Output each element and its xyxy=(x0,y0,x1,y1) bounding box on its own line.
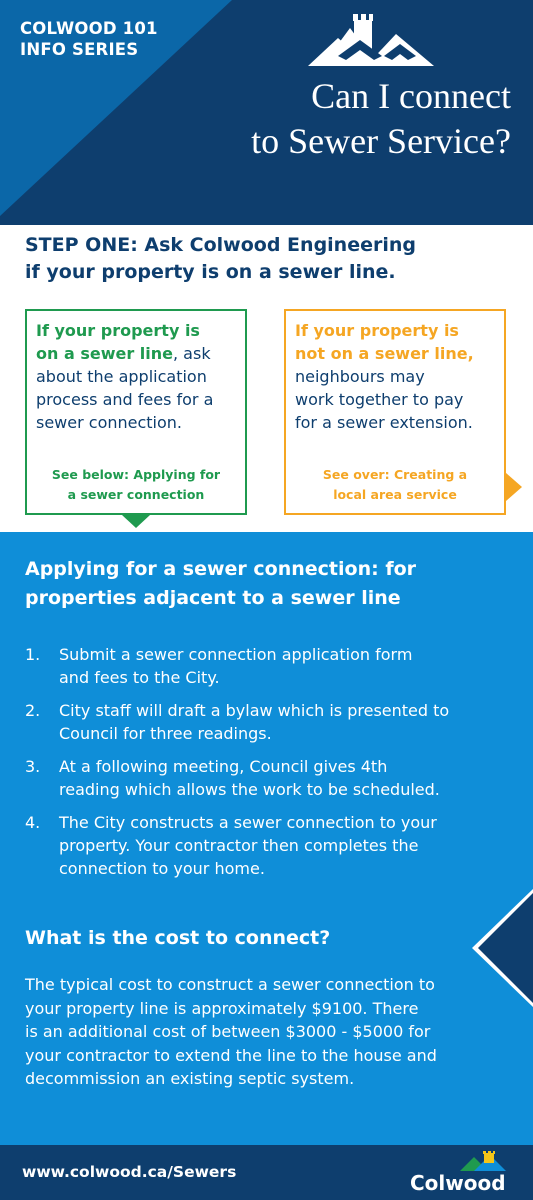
colwood-logo-icon xyxy=(410,1151,522,1197)
cost-line: your contractor to extend the line to the house and xyxy=(25,1045,437,1065)
off-highlight-1: If your property is xyxy=(295,321,459,340)
applying-heading-line-1: Applying for a sewer connection: for xyxy=(25,558,417,580)
step-one-line-1: STEP ONE: Ask Colwood Engineering xyxy=(25,234,416,256)
on-sewer-line-box xyxy=(25,309,247,515)
on-highlight-2: on a sewer line xyxy=(36,344,173,363)
footer-bar xyxy=(0,1145,533,1200)
cost-line: decommission an existing septic system. xyxy=(25,1069,355,1088)
cost-line: The typical cost to construct a sewer connection to xyxy=(25,975,435,994)
step-number: 2. xyxy=(25,701,41,720)
on-rest-0: , ask xyxy=(173,344,211,363)
applying-heading-line-2: properties adjacent to a sewer line xyxy=(25,587,401,609)
right-arrow-icon xyxy=(506,473,522,501)
see-over-link[interactable] xyxy=(286,465,504,505)
website-link[interactable]: www.colwood.ca/Sewers xyxy=(22,1163,237,1181)
applying-heading xyxy=(25,555,416,613)
logo-wordmark: Colwood xyxy=(410,1171,506,1195)
step-one-line-2: if your property is on a sewer line. xyxy=(25,261,396,283)
series-line-2: INFO SERIES xyxy=(20,40,139,59)
list-item xyxy=(25,699,520,745)
step-text: The City constructs a sewer connection to your xyxy=(59,813,437,832)
step-number: 3. xyxy=(25,757,41,776)
on-rest-1: about the application xyxy=(36,367,207,386)
step-text: At a following meeting, Council gives 4th xyxy=(59,757,388,776)
off-highlight-2: not on a sewer line, xyxy=(295,344,474,363)
page-title xyxy=(181,74,511,164)
see-below-line-1: See below: Applying for xyxy=(51,467,221,482)
step-text: reading which allows the work to be scheduled. xyxy=(59,780,440,799)
applying-section xyxy=(0,532,533,1145)
step-text: Submit a sewer connection application form xyxy=(59,645,413,664)
not-on-sewer-line-box xyxy=(284,309,506,515)
list-item xyxy=(25,811,520,880)
colwood-logo-mark xyxy=(410,1151,522,1173)
list-item xyxy=(25,643,520,689)
list-item xyxy=(25,755,520,801)
series-line-1: COLWOOD 101 xyxy=(20,19,158,38)
title-line-1: Can I connect xyxy=(311,76,511,116)
see-over-line-2: local area service xyxy=(333,487,457,502)
off-rest-1: work together to pay xyxy=(295,390,464,409)
see-below-line-2: a sewer connection xyxy=(67,487,205,502)
step-text: City staff will draft a bylaw which is presented to xyxy=(59,701,450,720)
on-rest-3: sewer connection. xyxy=(36,413,183,432)
step-number: 1. xyxy=(25,645,41,664)
step-one-heading xyxy=(25,232,416,286)
cost-paragraph xyxy=(25,973,437,1091)
application-steps-list xyxy=(25,643,520,890)
step-text: Council for three readings. xyxy=(59,724,272,743)
cost-heading: What is the cost to connect? xyxy=(25,927,331,949)
step-text: connection to your home. xyxy=(59,859,265,878)
header-banner xyxy=(0,0,533,225)
castle-mountain-logo-icon xyxy=(308,10,438,70)
step-number: 4. xyxy=(25,813,41,832)
off-rest-2: for a sewer extension. xyxy=(295,413,473,432)
on-sewer-line-text xyxy=(36,319,244,434)
see-over-line-1: See over: Creating a xyxy=(322,467,468,482)
not-on-sewer-line-text xyxy=(295,319,503,434)
step-text: property. Your contractor then completes the xyxy=(59,836,419,855)
down-arrow-icon xyxy=(122,515,150,528)
on-highlight-1: If your property is xyxy=(36,321,200,340)
cost-line: is an additional cost of between $3000 - $5000 for xyxy=(25,1022,431,1041)
series-label xyxy=(20,18,158,60)
step-text: and fees to the City. xyxy=(59,668,220,687)
see-below-link[interactable] xyxy=(27,465,245,505)
title-line-2: to Sewer Service? xyxy=(251,121,511,161)
left-pointing-notch-icon xyxy=(478,893,533,1003)
off-rest-0: neighbours may xyxy=(295,367,425,386)
cost-line: your property line is approximately $9100. There xyxy=(25,998,419,1018)
on-rest-2: process and fees for a xyxy=(36,390,214,409)
